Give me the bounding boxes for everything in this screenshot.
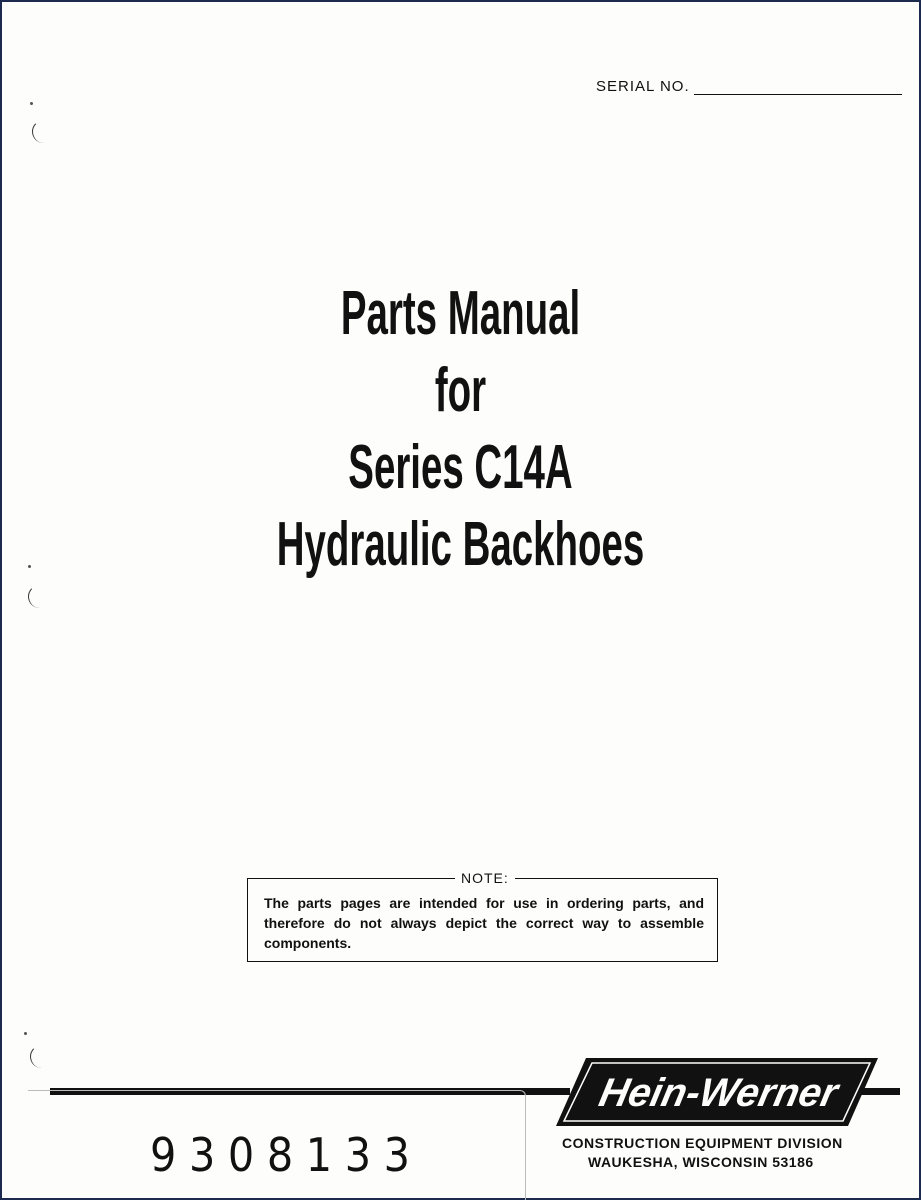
handwritten-number: 9308133 [150, 1128, 423, 1182]
binder-hole-icon [30, 1045, 53, 1068]
note-label: NOTE: [455, 870, 515, 886]
serial-number-blank [694, 94, 902, 95]
document-title [0, 275, 921, 583]
binder-hole-icon [32, 120, 55, 143]
title-line-2: for [434, 356, 487, 425]
speck [30, 102, 33, 105]
serial-number-label: SERIAL NO. [596, 78, 690, 95]
title-line-3: Series C14A [348, 433, 573, 502]
division-location: WAUKESHA, WISCONSIN 53186 [588, 1154, 814, 1170]
division-name: CONSTRUCTION EQUIPMENT DIVISION [562, 1135, 843, 1151]
title-line-1: Parts Manual [340, 279, 581, 348]
logo-text: Hein-Werner [595, 1069, 843, 1115]
title-line-4: Hydraulic Backhoes [276, 510, 645, 579]
binder-hole-icon [28, 585, 51, 608]
hein-werner-logo [556, 1058, 878, 1126]
division-address [562, 1134, 843, 1172]
speck [24, 1032, 27, 1035]
note-text: The parts pages are intended for use in ordering parts, and therefore do not always depict the correct way to assemble components. [264, 895, 704, 951]
